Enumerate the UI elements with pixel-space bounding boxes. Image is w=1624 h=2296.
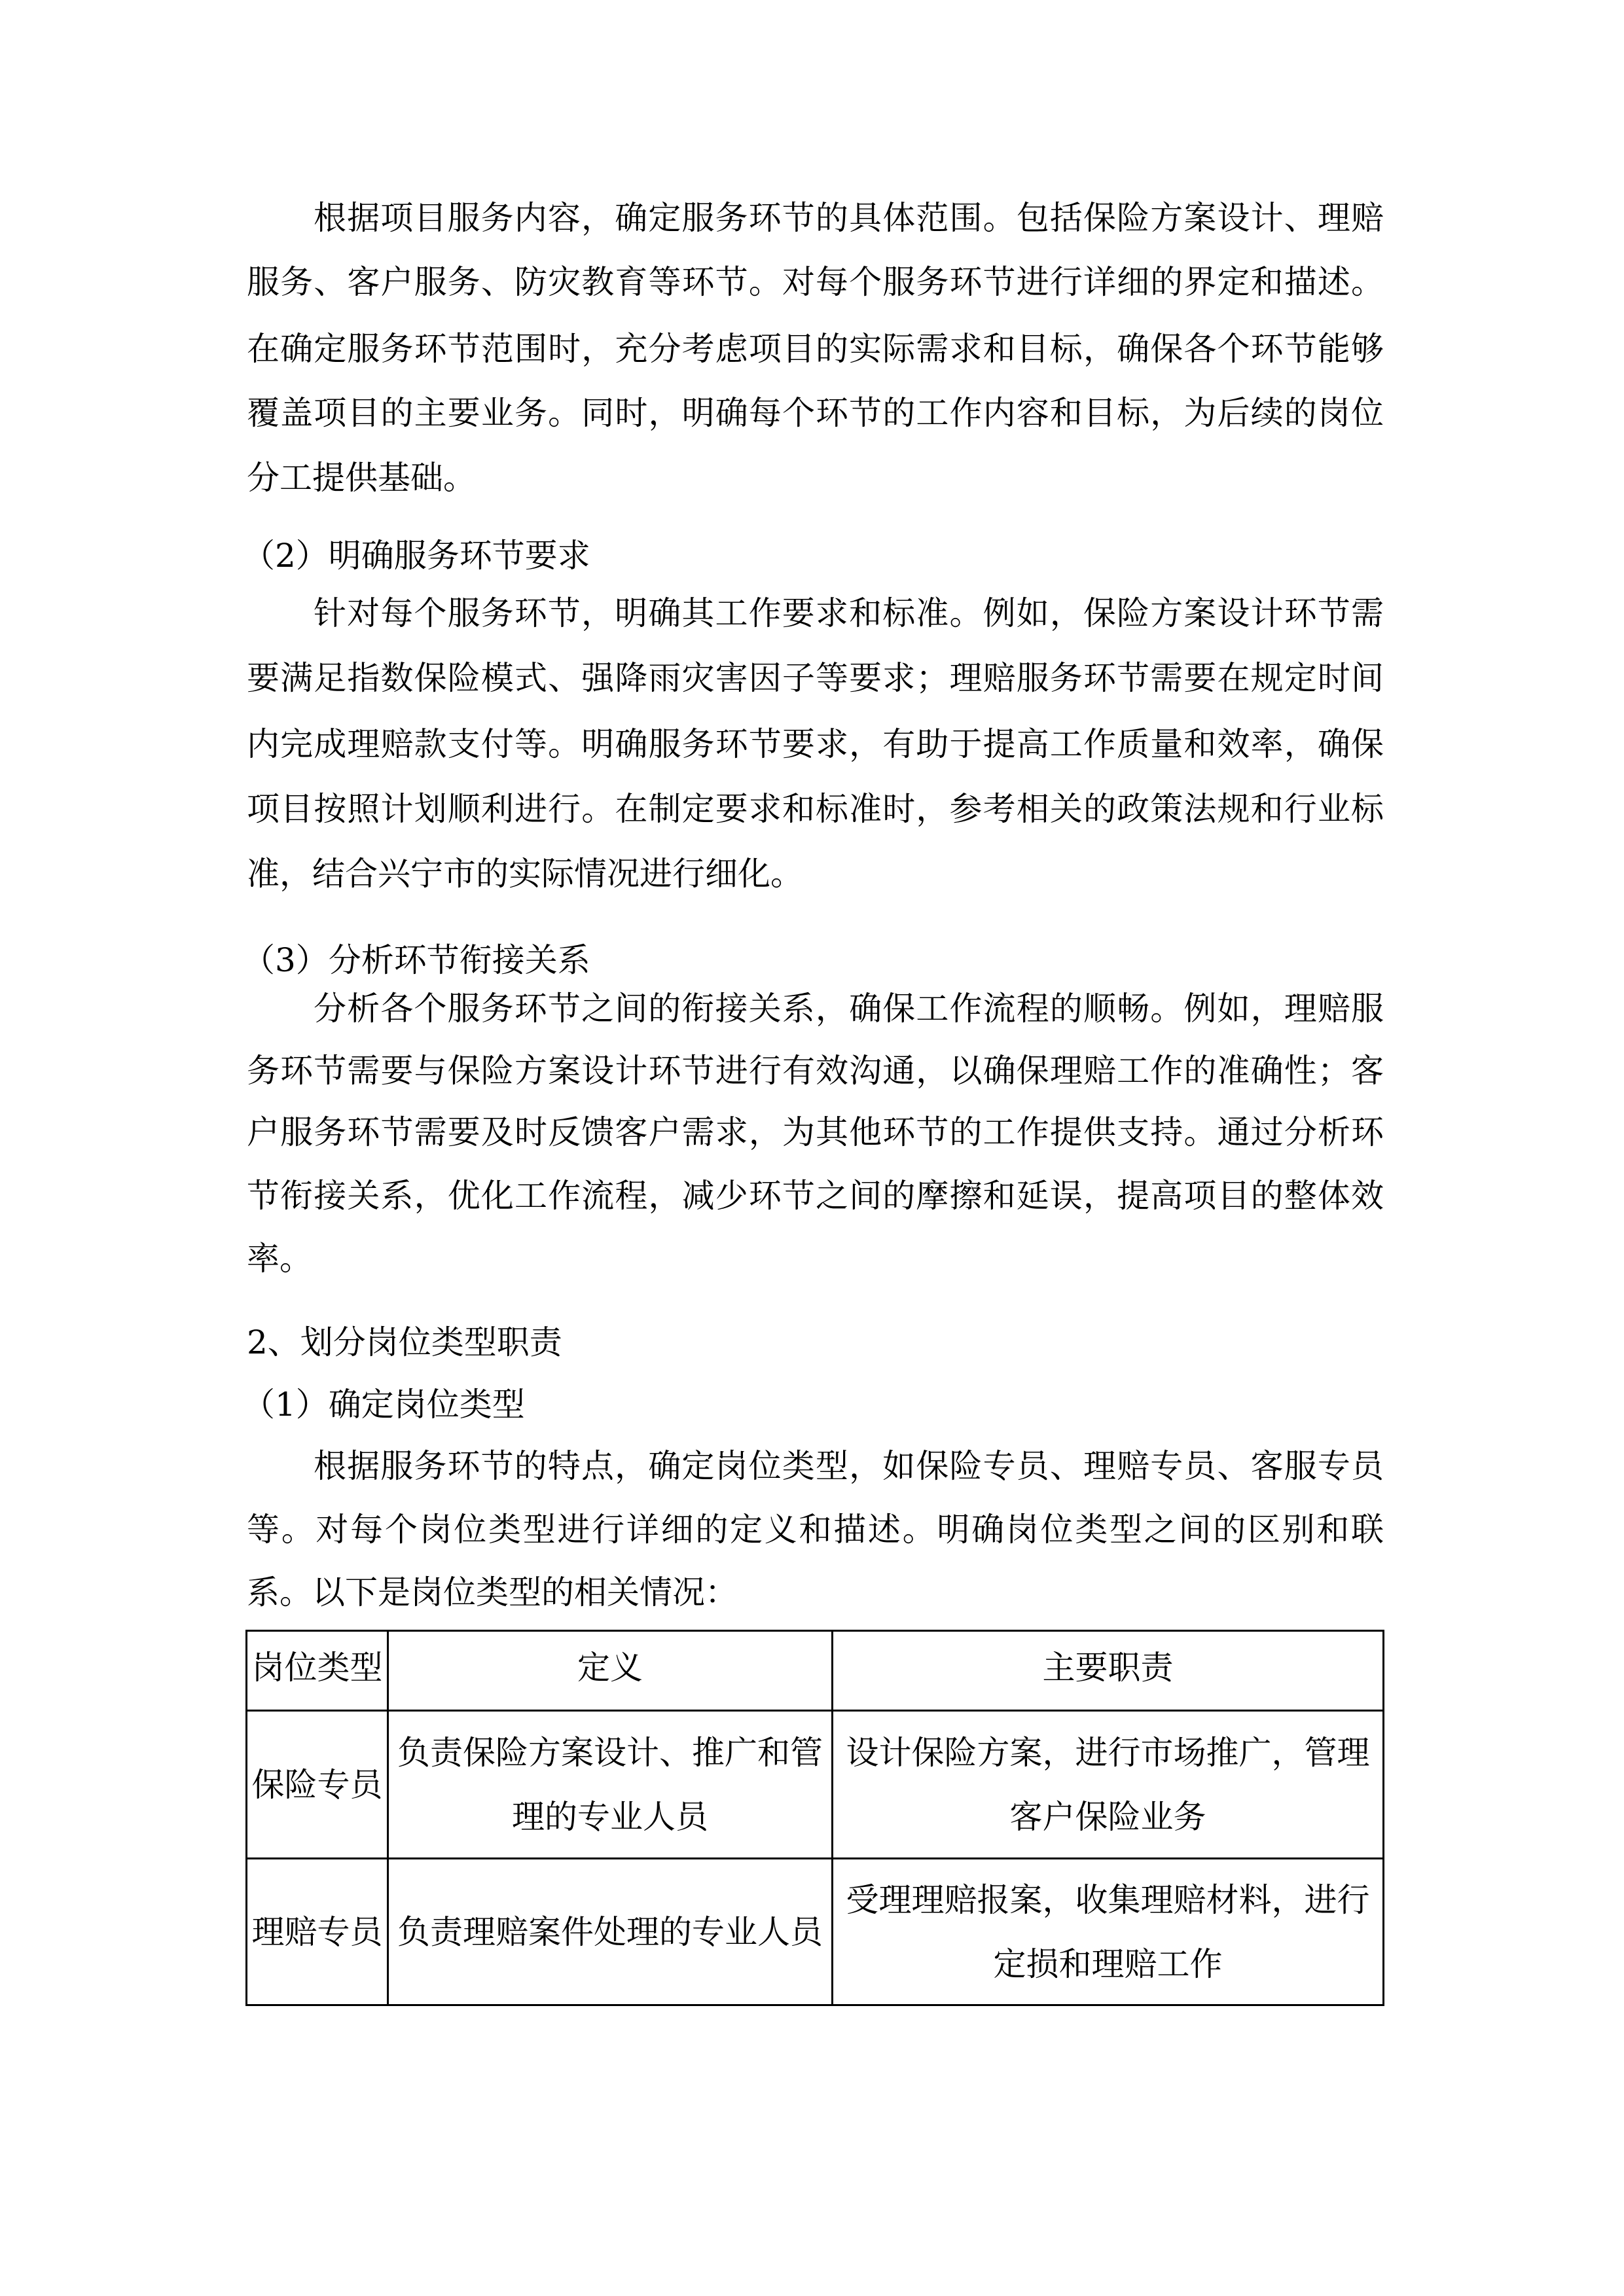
cell-line: 设计保险方案，进行市场推广，管理	[846, 1733, 1370, 1772]
heading-service-requirements: （2）明确服务环节要求	[242, 537, 590, 575]
text-line: 户服务环节需要及时反馈客户需求，为其他环节的工作提供支持。通过分析环	[247, 1113, 1384, 1151]
job-types-table	[245, 1630, 1384, 2006]
text-line: 根据项目服务内容，确定服务环节的具体范围。包括保险方案设计、理赔	[314, 199, 1384, 237]
text-line: 在确定服务环节范围时，充分考虑项目的实际需求和目标，确保各个环节能够	[247, 330, 1384, 368]
duties-cell	[833, 1711, 1384, 1859]
text-line: 系。以下是岗位类型的相关情况：	[247, 1573, 738, 1611]
table-row	[247, 1859, 1384, 2005]
text-line: 项目按照计划顺利进行。在制定要求和标准时，参考相关的政策法规和行业标	[247, 790, 1384, 828]
text-line: 要满足指数保险模式、强降雨灾害因子等要求；理赔服务环节需要在规定时间	[247, 659, 1384, 697]
cell-line: 定损和理赔工作	[993, 1945, 1223, 1983]
text-line: 等。对每个岗位类型进行详细的定义和描述。明确岗位类型之间的区别和联	[247, 1511, 1384, 1549]
duties-cell	[833, 1859, 1384, 2005]
cell-line: 受理理赔报案，收集理赔材料，进行	[846, 1880, 1370, 1919]
type-cell: 理赔专员	[247, 1859, 388, 2005]
definition-cell	[388, 1859, 833, 2005]
text-line: 节衔接关系，优化工作流程，减少环节之间的摩擦和延误，提高项目的整体效	[247, 1177, 1384, 1215]
text-line: 分工提供基础。	[247, 459, 476, 497]
text-line: 分析各个服务环节之间的衔接关系，确保工作流程的顺畅。例如，理赔服	[314, 990, 1384, 1028]
text-line: 根据服务环节的特点，确定岗位类型，如保险专员、理赔专员、客服专员	[314, 1447, 1384, 1485]
header-cell: 主要职责	[833, 1631, 1384, 1711]
cell-line: 客户保险业务	[1009, 1797, 1206, 1836]
section-heading-job-types: 2、划分岗位类型职责	[247, 1323, 562, 1361]
cell-line: 理的专业人员	[512, 1797, 708, 1836]
text-line: 针对每个服务环节，明确其工作要求和标准。例如，保险方案设计环节需	[314, 594, 1384, 632]
table-row	[247, 1711, 1384, 1859]
cell-line: 负责保险方案设计、推广和管	[397, 1733, 823, 1772]
text-line: 覆盖项目的主要业务。同时，明确每个环节的工作内容和目标，为后续的岗位	[247, 394, 1384, 432]
text-line: 服务、客户服务、防灾教育等环节。对每个服务环节进行详细的界定和描述。	[247, 263, 1384, 301]
heading-link-relations: （3）分析环节衔接关系	[242, 941, 590, 979]
header-cell: 定义	[388, 1631, 833, 1711]
text-line: 率。	[247, 1240, 312, 1278]
header-cell: 岗位类型	[247, 1631, 388, 1711]
text-line: 准，结合兴宁市的实际情况进行细化。	[247, 855, 803, 893]
text-line: 内完成理赔款支付等。明确服务环节要求，有助于提高工作质量和效率，确保	[247, 725, 1384, 763]
type-cell: 保险专员	[247, 1711, 388, 1859]
definition-cell	[388, 1711, 833, 1859]
table-header-row	[247, 1631, 1384, 1711]
text-line: 务环节需要与保险方案设计环节进行有效沟通，以确保理赔工作的准确性；客	[247, 1052, 1384, 1090]
cell-line: 负责理赔案件处理的专业人员	[397, 1912, 823, 1951]
subheading-determine-job-types: （1）确定岗位类型	[242, 1386, 525, 1424]
